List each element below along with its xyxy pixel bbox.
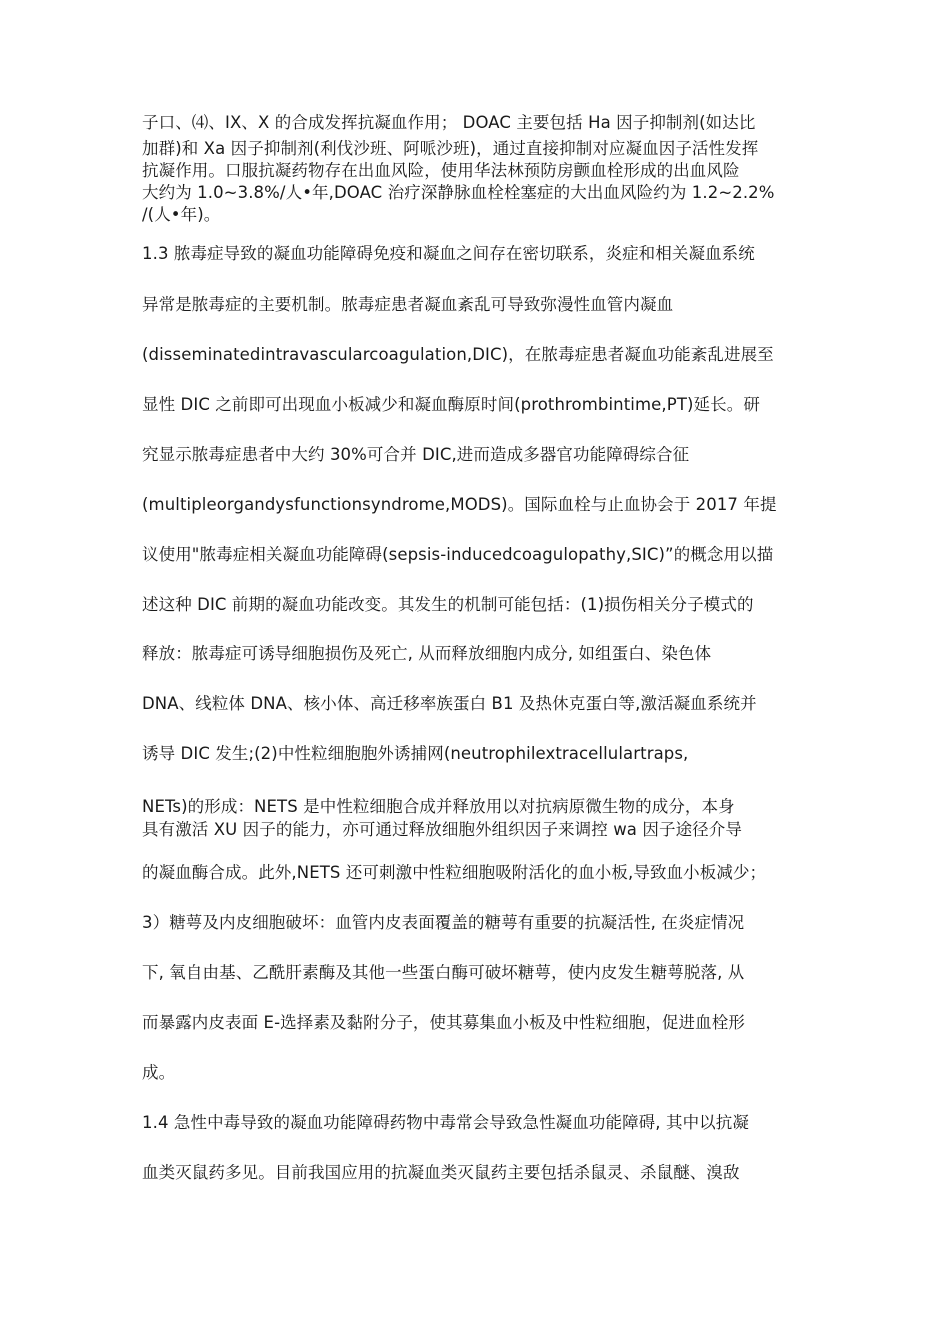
text-line: 成。 bbox=[142, 1063, 176, 1082]
text-line: 抗凝作用。口服抗凝药物存在出血风险，使用华法林预防房颤血栓形成的出血风险 bbox=[142, 161, 740, 180]
text-line: 3）糖萼及内皮细胞破坏：血管内皮表面覆盖的糖萼有重要的抗凝活性, 在炎症情况 bbox=[142, 913, 745, 932]
text-line: 异常是脓毒症的主要机制。脓毒症患者凝血紊乱可导致弥漫性血管内凝血 bbox=[142, 295, 674, 314]
text-line: NETs)的形成：NETS 是中性粒细胞合成并释放用以对抗病原微生物的成分，本身 bbox=[142, 797, 735, 816]
text-line: 具有激活 XU 因子的能力，亦可通过释放细胞外组织因子来调控 wa 因子途径介导 bbox=[142, 820, 742, 839]
text-line: /(人•年)。 bbox=[142, 205, 221, 224]
text-line: 显性 DIC 之前即可出现血小板减少和凝血酶原时间(prothrombintime,PT)延长。研 bbox=[142, 395, 760, 414]
text-line: 加群)和 Xa 因子抑制剂(利伐沙班、阿哌沙班)，通过直接抑制对应凝血因子活性发挥 bbox=[142, 139, 759, 158]
text-line: 大约为 1.0~3.8%/人•年,DOAC 治疗深静脉血栓栓塞症的大出血风险约为 1.2~2.2% bbox=[142, 183, 775, 202]
section-heading-line: 1.3 脓毒症导致的凝血功能障碍免疫和凝血之间存在密切联系，炎症和相关凝血系统 bbox=[142, 244, 755, 263]
text-line: 究显示脓毒症患者中大约 30%可合并 DIC,进而造成多器官功能障碍综合征 bbox=[142, 445, 690, 464]
text-line: 而暴露内皮表面 E-选择素及黏附分子，使其募集血小板及中性粒细胞，促进血栓形 bbox=[142, 1013, 745, 1032]
section-heading-line: 1.4 急性中毒导致的凝血功能障碍药物中毒常会导致急性凝血功能障碍, 其中以抗凝 bbox=[142, 1113, 749, 1132]
text-line: 议使用"脓毒症相关凝血功能障碍(sepsis-inducedcoagulopathy,SIC)”的概念用以描 bbox=[142, 545, 774, 564]
text-line: 释放：脓毒症可诱导细胞损伤及死亡, 从而释放细胞内成分, 如组蛋白、染色体 bbox=[142, 644, 712, 663]
text-line: (multipleorgandysfunctionsyndrome,MODS)。国际血栓与止血协会于 2017 年提 bbox=[142, 495, 777, 514]
text-line: 下, 氧自由基、乙酰肝素酶及其他一些蛋白酶可破坏糖萼，使内皮发生糖萼脱落, 从 bbox=[142, 963, 745, 982]
text-line: (disseminatedintravascularcoagulation,DIC)，在脓毒症患者凝血功能紊乱进展至 bbox=[142, 345, 774, 364]
text-line: 述这种 DIC 前期的凝血功能改变。其发生的机制可能包括：(1)损伤相关分子模式的 bbox=[142, 595, 754, 614]
text-line: 血类灭鼠药多见。目前我国应用的抗凝血类灭鼠药主要包括杀鼠灵、杀鼠醚、溴敌 bbox=[142, 1163, 740, 1182]
text-line: 诱导 DIC 发生;(2)中性粒细胞胞外诱捕网(neutrophilextracellulartraps, bbox=[142, 744, 689, 763]
text-line: DNA、线粒体 DNA、核小体、高迁移率族蛋白 B1 及热休克蛋白等,激活凝血系统并 bbox=[142, 694, 757, 713]
text-line: 子口、⑷、IX、X 的合成发挥抗凝血作用； DOAC 主要包括 Ha 因子抑制剂(如达比 bbox=[142, 113, 756, 132]
text-line: 的凝血酶合成。此外,NETS 还可刺激中性粒细胞吸附活化的血小板,导致血小板减少； bbox=[142, 863, 767, 882]
